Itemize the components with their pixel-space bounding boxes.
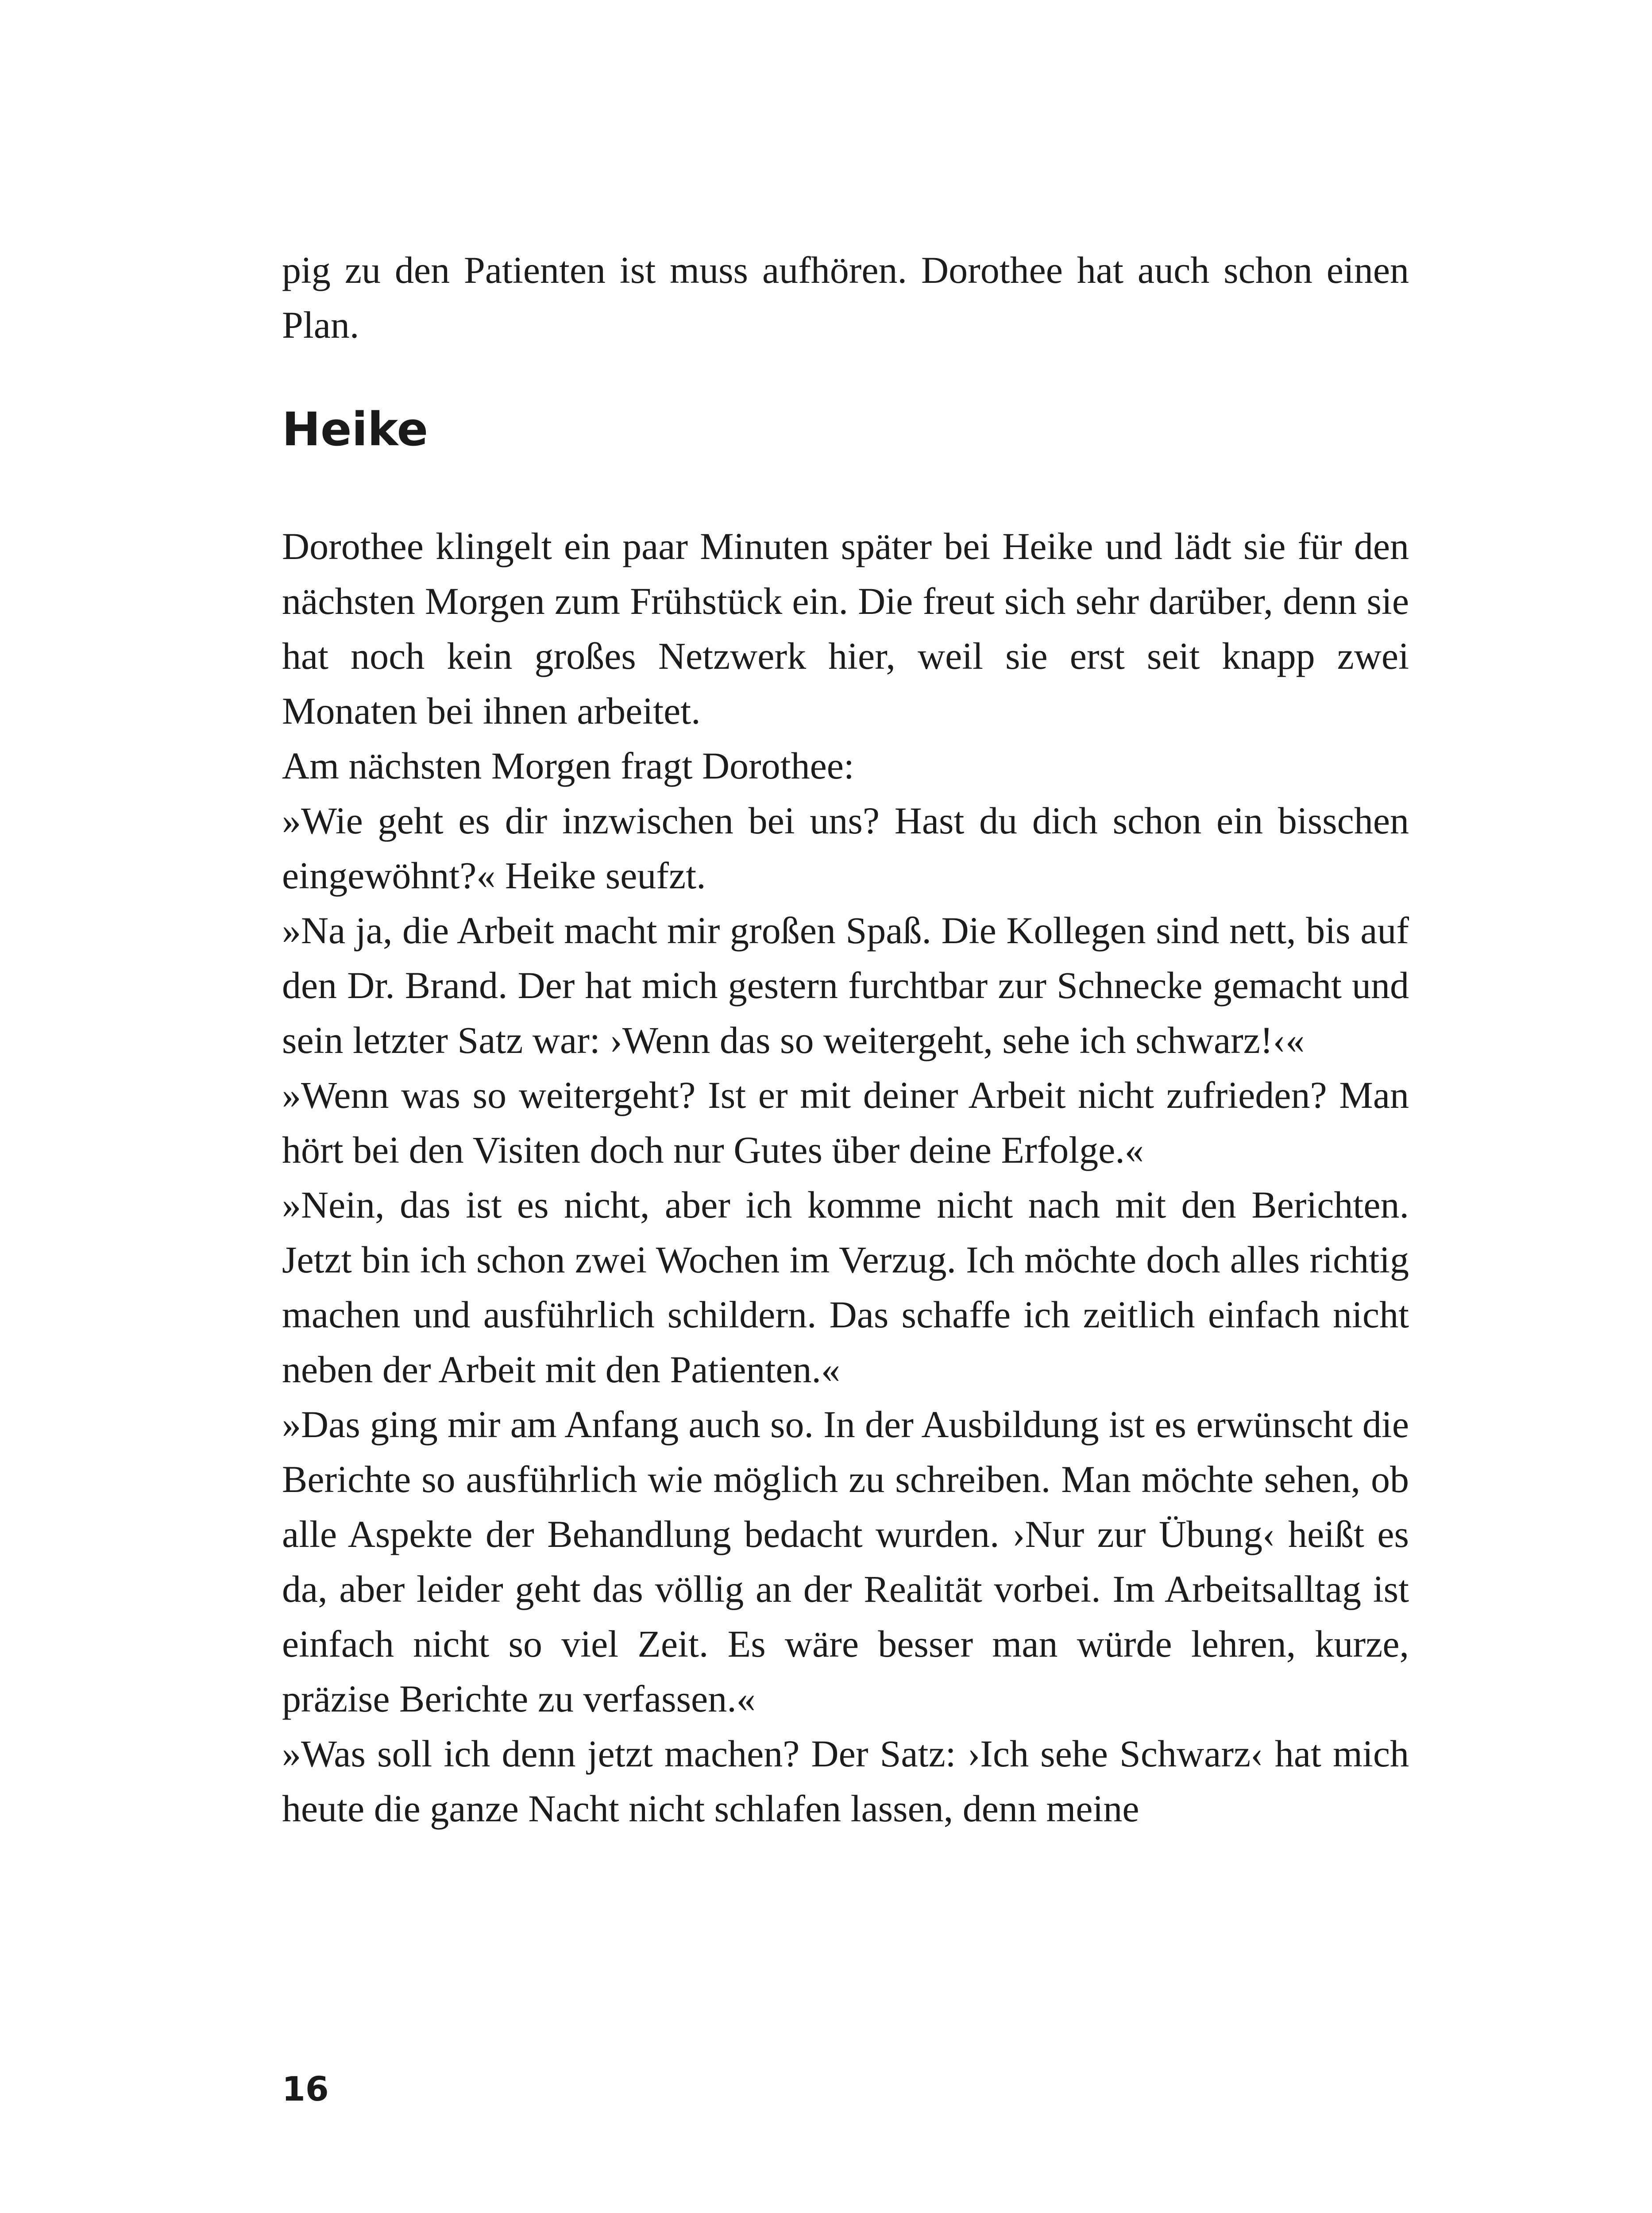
body-paragraph: »Wie geht es dir inzwischen bei uns? Hast du dich schon ein bisschen eingewöhnt?« Heike seufzt. — [282, 799, 1409, 897]
body-paragraph: Dorothee klingelt ein paar Minuten später bei Heike und lädt sie für den nächsten Morgen zum Frühstück ein. Die freut sich sehr darüber, denn sie hat noch kein großes Netzwerk hier, weil sie erst seit knapp zwei Monaten bei ihnen arbeitet. — [282, 525, 1409, 732]
body-paragraph: »Nein, das ist es nicht, aber ich komme nicht nach mit den Berichten. Jetzt bin ich schon zwei Wochen im Verzug. Ich möchte doch alles richtig machen und ausführlich schildern. Das schaffe ich zeitlich einfach nicht neben der Arbeit mit den Patienten.« — [282, 1184, 1409, 1391]
section-body — [282, 519, 1409, 1836]
intro-paragraph: pig zu den Patienten ist muss aufhören. Dorothee hat auch schon einen Plan. — [282, 249, 1409, 346]
body-paragraph: Am nächsten Morgen fragt Dorothee: — [282, 744, 854, 787]
section-heading: Heike — [282, 402, 428, 456]
body-paragraph: »Was soll ich denn jetzt machen? Der Satz: ›Ich sehe Schwarz‹ hat mich heute die ganze Nacht nicht schlafen lassen, denn meine — [282, 1732, 1409, 1830]
body-paragraph: »Wenn was so weitergeht? Ist er mit deiner Arbeit nicht zufrieden? Man hört bei den Visiten doch nur Gutes über deine Erfolge.« — [282, 1074, 1409, 1171]
page-number: 16 — [282, 2069, 329, 2109]
body-paragraph: »Na ja, die Arbeit macht mir großen Spaß. Die Kollegen sind nett, bis auf den Dr. Brand. Der hat mich gestern furchtbar zur Schnecke gemacht und sein letzter Satz war: ›Wenn das so weitergeht, sehe ich schwarz!‹« — [282, 909, 1409, 1061]
body-paragraph: »Das ging mir am Anfang auch so. In der Ausbildung ist es erwünscht die Berichte so ausführlich wie möglich zu schreiben. Man möchte sehen, ob alle Aspekte der Behandlung bedacht wurden. ›Nur zur Übung‹ heißt es da, aber leider geht das völlig an der Realität vorbei. Im Arbeitsalltag ist einfach nicht so viel Zeit. Es wäre besser man würde lehren, kurze, präzise Berichte zu verfassen.« — [282, 1403, 1409, 1720]
